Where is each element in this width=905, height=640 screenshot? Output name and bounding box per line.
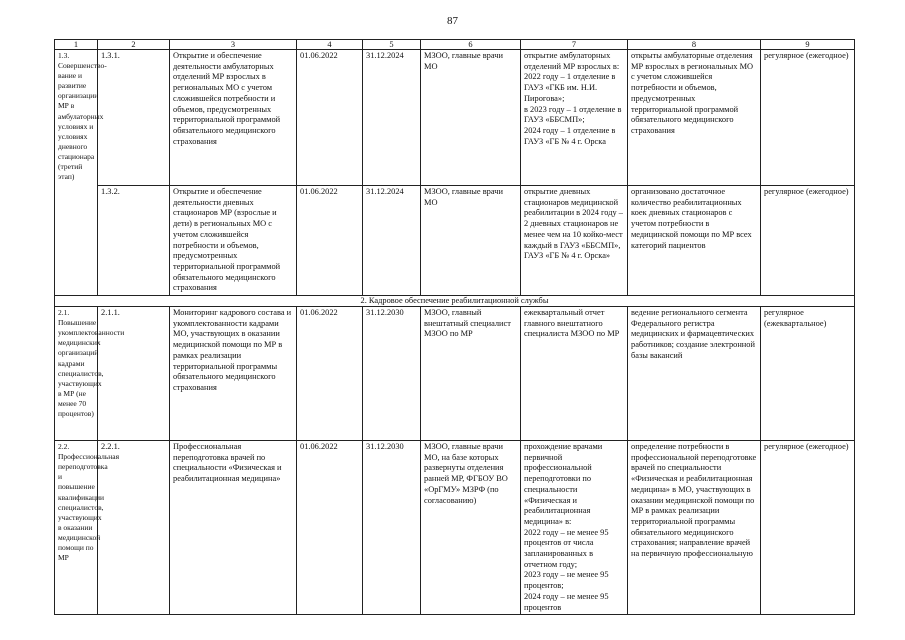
end-date-cell: 31.12.2024 (363, 50, 421, 186)
table-row (55, 307, 855, 441)
section-title: 2. Кадровое обеспечение реабилитационной службы (55, 296, 855, 307)
frequency-cell: регулярное (ежегодное) (761, 441, 855, 615)
header-cell: 9 (761, 40, 855, 50)
result-cell: прохождение врачами первичной профессиональной переподготовки по специальности «Физическая и реабилитационная медицина» в: 2022 году – не менее 95 процентов от числа запланированных в отчетном году; 2023 году – не менее 95 процентов; 2024 году – не менее 95 процентов (521, 441, 628, 615)
table-row (55, 50, 855, 186)
item-number-cell: 2.1.1. (98, 307, 170, 441)
responsible-cell: МЗОО, главные врачи МО (421, 50, 521, 186)
outcome-cell: организовано достаточное количество реабилитационных коек дневных стационаров с учетом потребности в медицинской помощи по МР всех категорий пациентов (628, 186, 761, 296)
task-cell: 2.2. Профессиональная переподготовка и повышение квалификации специалистов, участвующих в оказании медицинской помощи по МР (55, 441, 98, 615)
header-cell: 3 (170, 40, 297, 50)
start-date-cell: 01.06.2022 (297, 186, 363, 296)
frequency-cell: регулярное (ежегодное) (761, 50, 855, 186)
responsible-cell: МЗОО, главный внештатный специалист МЗОО по МР (421, 307, 521, 441)
frequency-cell: регулярное (ежеквартальное) (761, 307, 855, 441)
header-cell: 6 (421, 40, 521, 50)
activity-cell: Открытие и обеспечение деятельности дневных стационаров МР (взрослые и дети) в региональных МО с учетом сложившейся потребности и объемов, предусмотренных территориальной программой обязательного медицинского страхования (170, 186, 297, 296)
table-row (55, 186, 855, 296)
section-row (55, 296, 855, 307)
end-date-cell: 31.12.2030 (363, 441, 421, 615)
start-date-cell: 01.06.2022 (297, 50, 363, 186)
result-cell: открытие дневных стационаров медицинской реабилитации в 2024 году – 2 дневных стационаров не менее чем на 10 койко-мест каждый в ГАУЗ «ББСМП», ГАУЗ «ГБ № 4 г. Орска» (521, 186, 628, 296)
item-number-cell: 1.3.1. (98, 50, 170, 186)
plan-table (54, 39, 855, 615)
outcome-cell: открыты амбулаторные отделения МР взрослых в региональных МО с учетом сложившейся потребности и объемов, предусмотренных территориальной программой обязательного медицинского страхования (628, 50, 761, 186)
header-cell: 2 (98, 40, 170, 50)
page-number: 87 (447, 15, 458, 27)
table-row (55, 441, 855, 615)
activity-cell: Профессиональная переподготовка врачей по специальности «Физическая и реабилитационная медицина» (170, 441, 297, 615)
end-date-cell: 31.12.2030 (363, 307, 421, 441)
header-cell: 4 (297, 40, 363, 50)
frequency-cell: регулярное (ежегодное) (761, 186, 855, 296)
activity-cell: Открытие и обеспечение деятельности амбулаторных отделений МР взрослых в региональных МО с учетом сложившейся потребности и объемов, предусмотренных территориальной программой обязательного медицинского страхования (170, 50, 297, 186)
responsible-cell: МЗОО, главные врачи МО, на базе которых развернуты отделения ранней МР, ФГБОУ ВО «ОрГМУ» МЗРФ (по согласованию) (421, 441, 521, 615)
header-cell: 7 (521, 40, 628, 50)
header-cell: 5 (363, 40, 421, 50)
header-row (55, 40, 855, 50)
item-number-cell: 2.2.1. (98, 441, 170, 615)
task-cell: 2.1. Повышение укомплектованности медицинских организаций кадрами специалистов, участвующих в МР (не менее 70 процентов) (55, 307, 98, 441)
activity-cell: Мониторинг кадрового состава и укомплектованности кадрами МО, участвующих в оказании медицинской помощи по МР в рамках реализации территориальной программы обязательного медицинского страхования (170, 307, 297, 441)
item-number-cell: 1.3.2. (98, 186, 170, 296)
start-date-cell: 01.06.2022 (297, 307, 363, 441)
start-date-cell: 01.06.2022 (297, 441, 363, 615)
result-cell: ежеквартальный отчет главного внештатного специалиста МЗОО по МР (521, 307, 628, 441)
result-cell: открытие амбулаторных отделений МР взрослых в: 2022 году – 1 отделение в ГАУЗ «ГКБ им. Н.И. Пирогова»; в 2023 году – 1 отделение в ГАУЗ «ББСМП»; 2024 году – 1 отделение в ГАУЗ «ГБ № 4 г. Орска (521, 50, 628, 186)
outcome-cell: определение потребности в профессиональной переподготовке врачей по специальности «Физическая и реабилитационная медицина» в МО, участвующих в оказании медицинской помощи по МР в рамках реализации территориальной программы обязательного медицинского страхования; направление врачей на первичную профессиональную (628, 441, 761, 615)
responsible-cell: МЗОО, главные врачи МО (421, 186, 521, 296)
task-cell: 1.3. Совершенство- вание и развитие организации МР в амбулаторных условиях и условиях дневного стационара (третий этап) (55, 50, 98, 296)
outcome-cell: ведение регионального сегмента Федерального регистра медицинских и фармацевтических работников; создание электронной базы вакансий (628, 307, 761, 441)
end-date-cell: 31.12.2024 (363, 186, 421, 296)
header-cell: 1 (55, 40, 98, 50)
header-cell: 8 (628, 40, 761, 50)
